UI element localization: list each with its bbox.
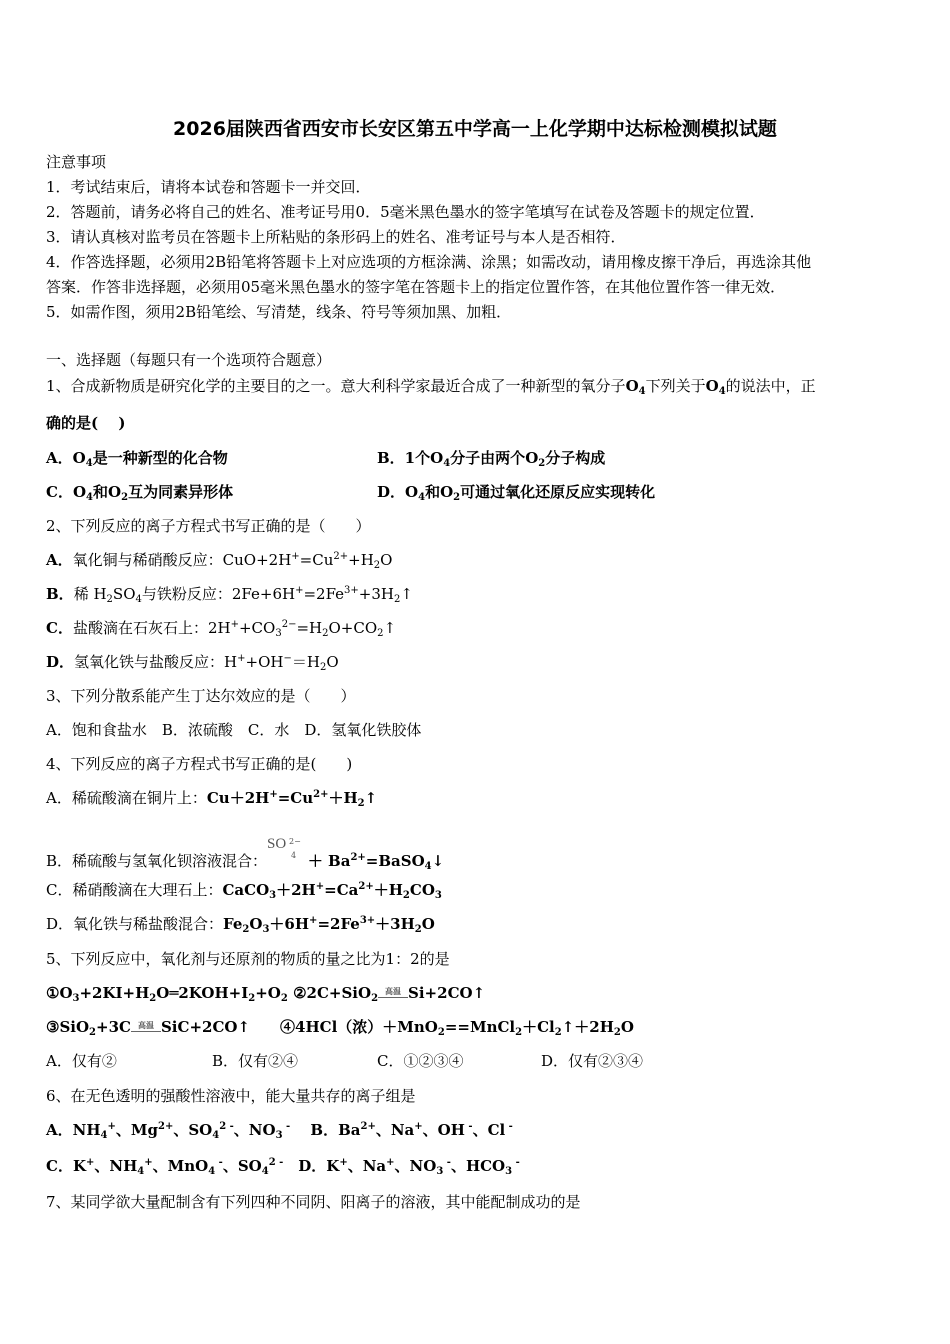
reaction-condition: 高温	[378, 985, 408, 999]
notice-item: 1．考试结束后，请将本试卷和答题卡一并交回．	[46, 178, 371, 196]
sulfate-formula-image: SO 2− 4	[267, 836, 301, 860]
q1-stem: 1、合成新物质是研究化学的主要目的之一。意大利科学家最近合成了一种新型的氧分子$O_4$下列关于$O_4$的说法中，正	[46, 377, 816, 397]
q1-option-d: D．$O_4$和$O_2$可通过氧化还原反应实现转化	[377, 483, 656, 503]
q5-option-d: D．仅有②③④	[541, 1052, 644, 1070]
q5-option-c: C．①②③④	[377, 1052, 464, 1070]
q7-stem: 7、某同学欲大量配制含有下列四种不同阴、阳离子的溶液，其中能配制成功的是	[46, 1193, 581, 1211]
notice-item: 3．请认真核对监考员在答题卡上所粘贴的条形码上的姓名、准考证号与本人是否相符．	[46, 228, 626, 246]
q2-stem: 2、下列反应的离子方程式书写正确的是（ ）	[46, 517, 371, 535]
q5-option-b: B．仅有②④	[212, 1052, 299, 1070]
q5-option-a: A．仅有②	[46, 1052, 117, 1070]
q5-reactions-1-2: $①O_3+2KI+H_2O═2KOH+I_2+O_2$ ②2C+SiO$_2$ 高温 Si+2CO↑	[46, 984, 486, 1004]
q4-option-d: D．氧化铁与稀盐酸混合：$Fe_2O_3+6H^+=2Fe^{3+}+3H_2O$	[46, 915, 435, 935]
q6-stem: 6、在无色透明的强酸性溶液中，能大量共存的离子组是	[46, 1087, 416, 1105]
section-heading: 一、选择题（每题只有一个选项符合题意）	[46, 351, 332, 369]
notice-item: 答案．作答非选择题，必须用05毫米黑色墨水的签字笔在答题卡上的指定位置作答，在其他位置作答一律无效．	[46, 278, 786, 296]
q2-option-b: B．稀 $H_2SO_4$与铁粉反应：$2Fe+6H^+=2Fe^{3+}+3H_2↑$	[46, 585, 413, 605]
q5-stem: 5、下列反应中，氧化剂与还原剂的物质的量之比为1：2的是	[46, 950, 450, 968]
q4-stem: 4、下列反应的离子方程式书写正确的是( )	[46, 755, 353, 773]
page-title: 2026届陕西省西安市长安区第五中学高一上化学期中达标检测模拟试题	[173, 118, 777, 140]
notice-item: 2．答题前，请务必将自己的姓名、准考证号用0．5毫米黑色墨水的签字笔填写在试卷及答题卡的规定位置．	[46, 203, 765, 221]
q4-option-a: A．稀硫酸滴在铜片上：$Cu+2H^+=Cu^{2+}+H_2↑$	[46, 789, 378, 809]
notice-heading: 注意事项	[46, 153, 107, 171]
q2-option-d: D．氢氧化铁与盐酸反应：$H^++OH^-=H_2O$	[46, 653, 339, 673]
q1-stem-line2: 确的是( )	[46, 414, 126, 432]
q5-reactions-3-4: ③SiO$_2$+3C 高温 SiC+2CO↑ ④4HCl（浓）$+MnO_2==MnCl_2+Cl_2↑+2H_2O$	[46, 1018, 634, 1038]
q4-option-c: C．稀硝酸滴在大理石上：$CaCO_3+2H^+=Ca^{2+}+H_2CO_3$	[46, 881, 442, 901]
q1-option-b: B．1个$O_4$分子由两个$O_2$分子构成	[377, 449, 606, 469]
notice-item: 5．如需作图，须用2B铅笔绘、写清楚，线条、符号等须加黑、加粗．	[46, 303, 512, 321]
q2-option-a: A．氧化铜与稀硝酸反应：$CuO+2H^+=Cu^{2+}+H_2O$	[46, 551, 393, 571]
q4-option-b: B．稀硫酸与氢氧化钡溶液混合： SO 2− 4 ＋ $Ba^{2+}=BaSO_4↓$	[46, 836, 445, 872]
q3-stem: 3、下列分散系能产生丁达尔效应的是（ ）	[46, 687, 356, 705]
q1-option-a: A．$O_4$是一种新型的化合物	[46, 449, 228, 469]
q2-option-c: C．盐酸滴在石灰石上：$2H^++CO_3^{2-}=H_2O+CO_2↑$	[46, 619, 397, 639]
q6-options-ab: A．$NH_4^+$、$Mg^{2+}$、$SO_4^{2 -}$、$NO_3$ - B．$Ba^{2+}$、Na+、OH -、Cl -	[46, 1121, 513, 1141]
q3-options: A．饱和食盐水 B．浓硫酸 C．水 D．氢氧化铁胶体	[46, 721, 422, 739]
notice-item: 4．作答选择题，必须用2B铅笔将答题卡上对应选项的方框涂满、涂黑；如需改动，请用橡皮擦干净后，再选涂其他	[46, 253, 812, 271]
q1-option-c: C．$O_4$和$O_2$互为同素异形体	[46, 483, 234, 503]
reaction-condition: 高温	[131, 1019, 161, 1033]
q6-options-cd: C．K+、$NH_4^+$、MnO$_4$ -、$SO_4^{2 -}$ D．K+、Na+、$NO_3$ -、$HCO_3$ -	[46, 1157, 520, 1177]
